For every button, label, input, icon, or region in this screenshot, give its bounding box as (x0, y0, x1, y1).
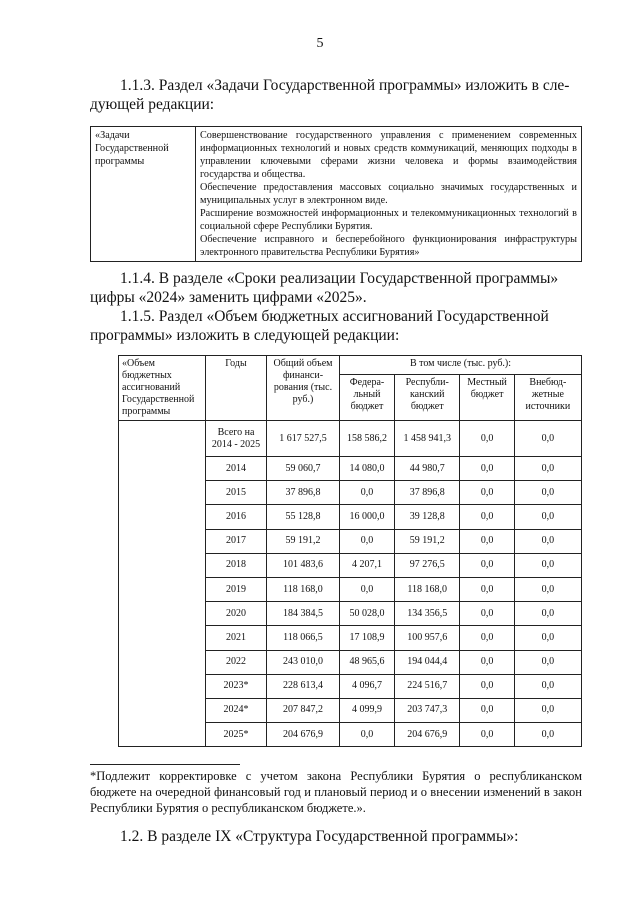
cell-total: 101 483,6 (267, 553, 340, 577)
tasks-table (90, 126, 582, 262)
cell-local: 0,0 (460, 529, 514, 553)
section-1-2: 1.2. В разделе IX «Структура Государственной программы»: (120, 828, 519, 845)
section-1-1-4 (90, 269, 580, 307)
cell-year: 2018 (206, 553, 267, 577)
section-1-1-4-line-1: 1.1.4. В разделе «Сроки реализации Государственной программы» (120, 270, 559, 287)
header-including: В том числе (тыс. руб.): (340, 356, 582, 375)
cell-year: 2017 (206, 529, 267, 553)
cell-federal: 4 096,7 (340, 674, 395, 698)
task-item-4: Обеспечение исправного и бесперебойного функционирования инфраструктуры электронного правительства Республики Бурятия» (200, 234, 577, 258)
cell-republican: 224 516,7 (395, 674, 460, 698)
cell-local: 0,0 (460, 421, 514, 457)
cell-local: 0,0 (460, 650, 514, 674)
section-1-1-5-line-1: 1.1.5. Раздел «Объем бюджетных ассигнований Государственной (120, 308, 549, 325)
cell-republican: 118 168,0 (395, 577, 460, 601)
cell-federal: 50 028,0 (340, 602, 395, 626)
cell-republican: 204 676,9 (395, 723, 460, 747)
section-1-1-5 (90, 307, 580, 345)
cell-republican: 1 458 941,3 (395, 421, 460, 457)
cell-local: 0,0 (460, 698, 514, 722)
cell-year: 2020 (206, 602, 267, 626)
header-federal: Федера-льный бюджет (340, 375, 395, 421)
cell-total: 37 896,8 (267, 481, 340, 505)
cell-extra: 0,0 (514, 674, 581, 698)
footnote: *Подлежит корректировке с учетом закона Республики Бурятия о республиканском бюджете на очередной финансовый год и плановый период и о внесении изменений в закон Республики Бурятия о республиканском бюджете.». (90, 769, 582, 815)
cell-year: Всего на 2014 - 2025 (206, 421, 267, 457)
cell-total: 243 010,0 (267, 650, 340, 674)
budget-label-header: «Объем бюджетных ассигнований Государственной программы (119, 356, 206, 421)
cell-extra: 0,0 (514, 698, 581, 722)
cell-year: 2014 (206, 457, 267, 481)
cell-local: 0,0 (460, 505, 514, 529)
cell-republican: 39 128,8 (395, 505, 460, 529)
budget-label-column (119, 421, 206, 747)
table-row (119, 421, 582, 457)
cell-local: 0,0 (460, 723, 514, 747)
cell-extra: 0,0 (514, 723, 581, 747)
cell-extra: 0,0 (514, 457, 581, 481)
cell-total: 1 617 527,5 (267, 421, 340, 457)
cell-extra: 0,0 (514, 481, 581, 505)
page-number: 5 (316, 36, 324, 51)
cell-total: 118 066,5 (267, 626, 340, 650)
cell-year: 2022 (206, 650, 267, 674)
cell-republican: 37 896,8 (395, 481, 460, 505)
cell-local: 0,0 (460, 577, 514, 601)
section-1-1-4-line-2: цифры «2024» заменить цифрами «2025». (90, 289, 367, 306)
cell-local: 0,0 (460, 481, 514, 505)
cell-federal: 158 586,2 (340, 421, 395, 457)
header-years: Годы (206, 356, 267, 421)
cell-year: 2016 (206, 505, 267, 529)
cell-republican: 134 356,5 (395, 602, 460, 626)
cell-extra: 0,0 (514, 505, 581, 529)
cell-year: 2024* (206, 698, 267, 722)
cell-extra: 0,0 (514, 650, 581, 674)
cell-federal: 0,0 (340, 481, 395, 505)
task-item-2: Обеспечение предоставления массовых социально значимых государственных и муниципальных услуг в электронном виде. (200, 182, 577, 206)
section-1-1-3-line-1: 1.1.3. Раздел «Задачи Государственной программы» изложить в сле- (120, 77, 570, 94)
budget-table-body (119, 421, 582, 747)
cell-federal: 0,0 (340, 723, 395, 747)
tasks-label-cell: «Задачи Государственной программы (91, 127, 196, 262)
cell-extra: 0,0 (514, 553, 581, 577)
cell-extra: 0,0 (514, 421, 581, 457)
cell-federal: 16 000,0 (340, 505, 395, 529)
cell-republican: 203 747,3 (395, 698, 460, 722)
tasks-content-cell (196, 127, 582, 262)
cell-local: 0,0 (460, 457, 514, 481)
cell-total: 118 168,0 (267, 577, 340, 601)
cell-federal: 4 207,1 (340, 553, 395, 577)
cell-extra: 0,0 (514, 602, 581, 626)
cell-local: 0,0 (460, 626, 514, 650)
cell-republican: 59 191,2 (395, 529, 460, 553)
cell-year: 2023* (206, 674, 267, 698)
header-local: Местный бюджет (460, 375, 514, 421)
cell-federal: 0,0 (340, 577, 395, 601)
cell-federal: 4 099,9 (340, 698, 395, 722)
cell-local: 0,0 (460, 602, 514, 626)
task-item-1: Совершенствование государственного управления с применением современных информационных технологий и новых средств коммуникаций, меняющих подходы в управлении ключевыми сферами жизни человека и формы взаимодействия государства и общества. (200, 130, 577, 180)
cell-total: 228 613,4 (267, 674, 340, 698)
header-total: Общий объем финанси-рования (тыс. руб.) (267, 356, 340, 421)
cell-extra: 0,0 (514, 626, 581, 650)
cell-republican: 97 276,5 (395, 553, 460, 577)
cell-republican: 44 980,7 (395, 457, 460, 481)
section-1-1-3-line-2: дующей редакции: (90, 96, 215, 113)
cell-year: 2021 (206, 626, 267, 650)
header-republican: Республи-канский бюджет (395, 375, 460, 421)
cell-total: 55 128,8 (267, 505, 340, 529)
cell-federal: 48 965,6 (340, 650, 395, 674)
cell-local: 0,0 (460, 553, 514, 577)
cell-year: 2025* (206, 723, 267, 747)
cell-federal: 14 080,0 (340, 457, 395, 481)
header-extrabudget: Внебюд-жетные источники (514, 375, 581, 421)
section-1-1-5-line-2: программы» изложить в следующей редакции: (90, 327, 400, 344)
cell-total: 207 847,2 (267, 698, 340, 722)
cell-total: 184 384,5 (267, 602, 340, 626)
cell-total: 204 676,9 (267, 723, 340, 747)
footnote-rule (90, 764, 240, 765)
cell-republican: 194 044,4 (395, 650, 460, 674)
cell-year: 2019 (206, 577, 267, 601)
cell-extra: 0,0 (514, 577, 581, 601)
section-1-1-3 (90, 76, 580, 114)
cell-total: 59 060,7 (267, 457, 340, 481)
cell-federal: 17 108,9 (340, 626, 395, 650)
cell-extra: 0,0 (514, 529, 581, 553)
budget-table (118, 355, 582, 747)
cell-total: 59 191,2 (267, 529, 340, 553)
cell-republican: 100 957,6 (395, 626, 460, 650)
cell-local: 0,0 (460, 674, 514, 698)
cell-federal: 0,0 (340, 529, 395, 553)
task-item-3: Расширение возможностей информационных и телекоммуникационных технологий в социальной сфере Республики Бурятия. (200, 208, 577, 232)
cell-year: 2015 (206, 481, 267, 505)
